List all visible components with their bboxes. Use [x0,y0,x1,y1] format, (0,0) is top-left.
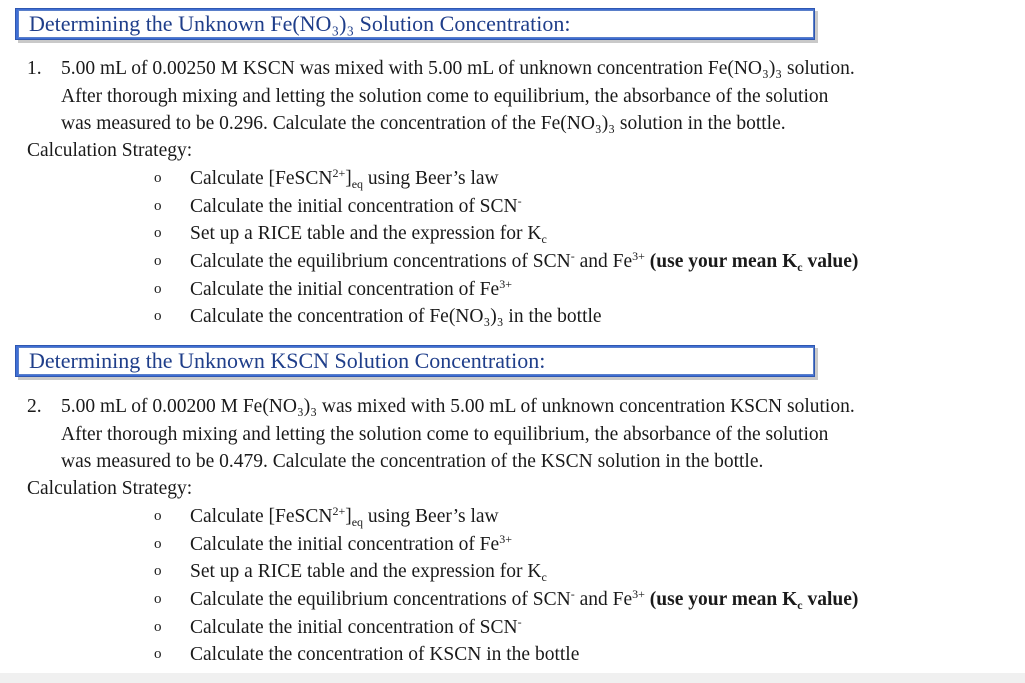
bullet-icon: o [154,170,162,186]
bottom-scroll-strip [0,673,1025,683]
bullet-icon: o [154,591,162,608]
problem-2 [27,393,987,476]
strategy-label-1: Calculation Strategy: [27,140,193,161]
bullet-icon: o [154,508,162,524]
bullet-icon: o [154,618,162,635]
bullet-icon: o [154,563,162,580]
step-2-6: o Calculate the concentration of KSCN in the bottle [150,641,858,669]
bullet-icon: o [154,308,162,325]
strategy-list-1 [150,165,858,331]
strategy-label-2: Calculation Strategy: [27,478,193,499]
step-1-5: o Calculate the initial concentration of $Fe^{3+}$ [150,276,858,304]
step-1-3: o Set up a RICE table and the expression for $K_c$ [150,220,858,248]
step-1-1: o Calculate $[FeSCN^{2+}]_{eq}$ using Beer’s law [154,166,499,191]
section1-title: Determining the Unknown Fe(NO₃)₃ Solution Concentration: [18,10,814,38]
step-1-2: o Calculate the initial concentration of SCN- [150,193,858,221]
step-2-4: o Calculate the equilibrium concentrations of SCN- and $Fe^{3+}$ (use your mean $K_c$ value) [154,587,859,613]
problem-1-line-2: After thorough mixing and letting the solution come to equilibrium, the absorbance of the solution [61,85,829,107]
step-1-4: o Calculate the equilibrium concentrations of SCN- and $Fe^{3+}$ (use your mean $K_c$ value) [154,249,859,275]
step-1-6: o Calculate the concentration of Fe(NO₃)₃ in the bottle [150,303,858,331]
section2-title: Determining the Unknown KSCN Solution Concentration: [18,347,814,375]
step-2-3: o Set up a RICE table and the expression for $K_c$ [150,558,858,586]
problem-2-line-3: was measured to be 0.479. Calculate the concentration of the KSCN solution in the bottle. [61,451,764,473]
bullet-icon: o [154,535,162,552]
problem-2-line-1: 5.00 mL of 0.00200 M Fe(NO₃)₃ was mixed with 5.00 mL of unknown concentration KSCN solution. [61,396,855,417]
problem-1 [27,55,987,138]
problem-2-number: 2. [27,396,42,417]
problem-2-line-2: After thorough mixing and letting the solution come to equilibrium, the absorbance of the solution [61,423,829,445]
bullet-icon: o [154,646,162,663]
bullet-icon: o [154,197,162,214]
strategy-list-2 [150,503,858,669]
step-2-1: o Calculate $[FeSCN^{2+}]_{eq}$ using Beer’s law [154,504,499,529]
bullet-icon: o [154,225,162,242]
bullet-icon: o [154,280,162,297]
step-2-5: o Calculate the initial concentration of SCN- [150,614,858,642]
step-2-2: o Calculate the initial concentration of $Fe^{3+}$ [150,531,858,559]
bullet-icon: o [154,253,162,270]
problem-1-line-1: 5.00 mL of 0.00250 M KSCN was mixed with 5.00 mL of unknown concentration Fe(NO₃)₃ solution. [61,58,855,79]
problem-1-line-3: was measured to be 0.296. Calculate the concentration of the Fe(NO₃)₃ solution in the bottle. [61,113,786,135]
problem-1-number: 1. [27,58,42,79]
